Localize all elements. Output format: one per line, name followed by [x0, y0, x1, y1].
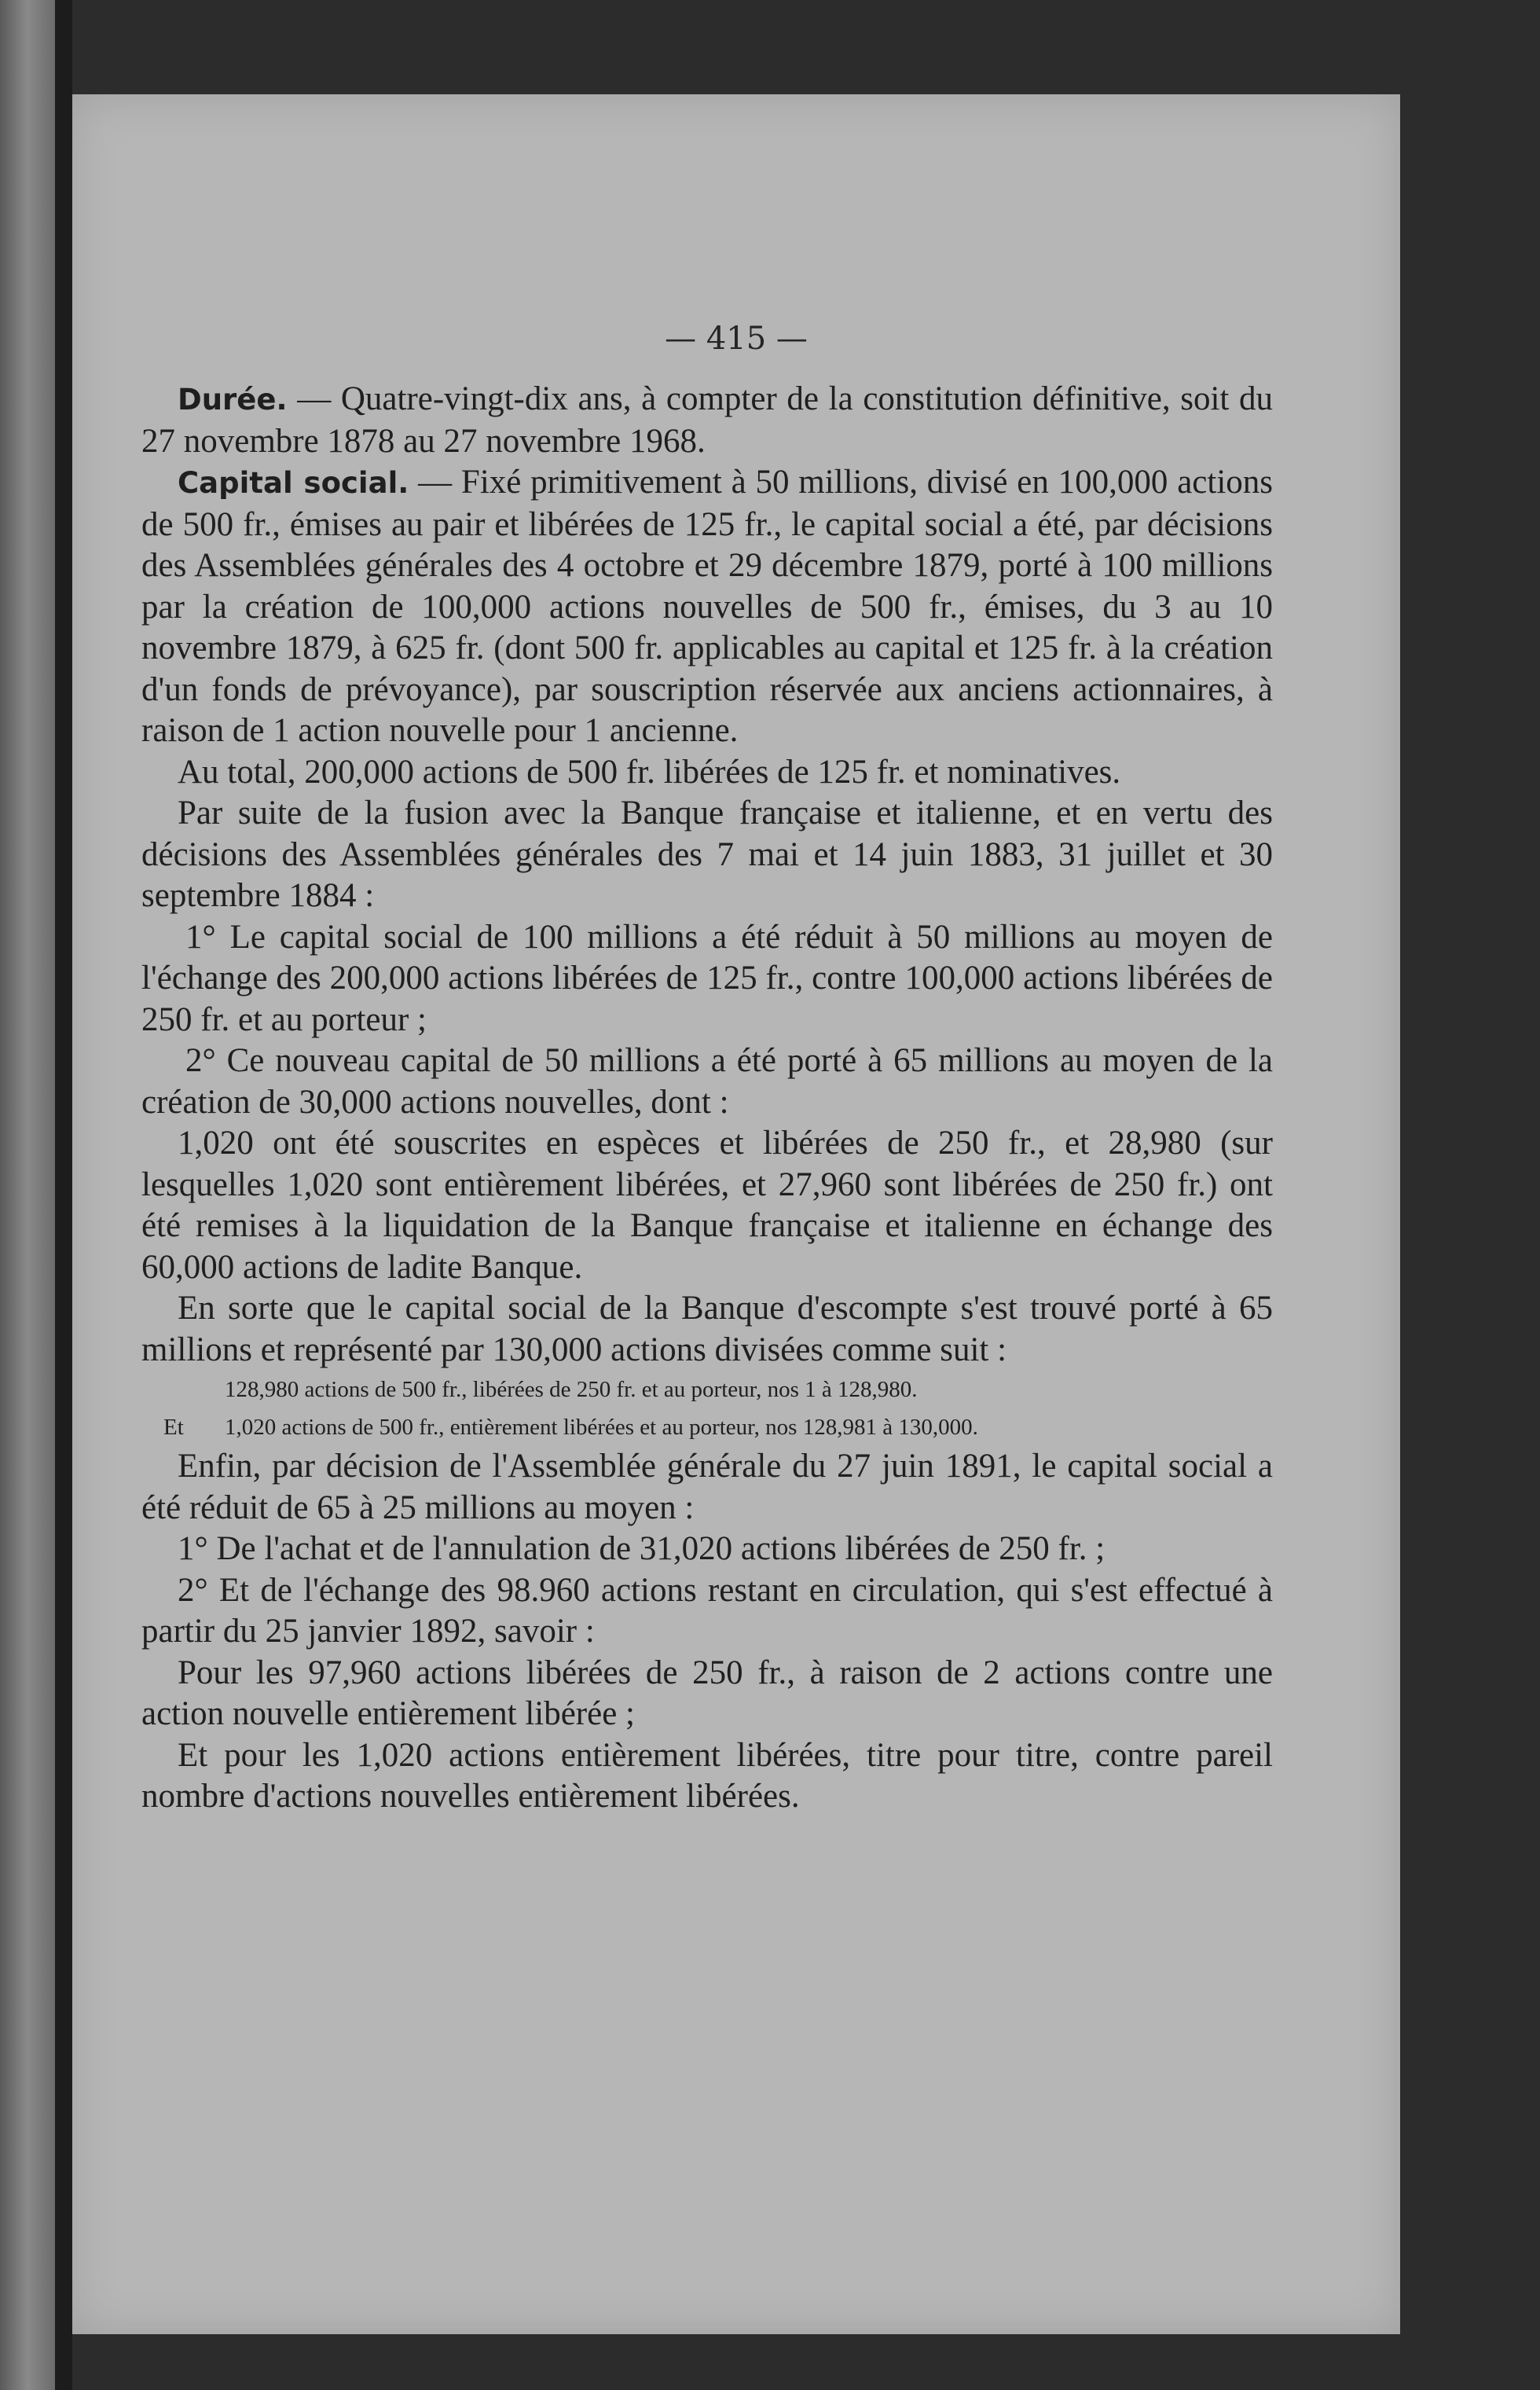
paragraph-capital-social: [141, 462, 1273, 752]
previous-page-edge: [0, 0, 55, 2390]
paragraph-duree: [141, 379, 1273, 462]
document-page: [72, 94, 1400, 2334]
paragraph-text: — Quatre-vingt-dix ans, à compter de la constitution définitive, soit du 27 novembre 1878 au 27 novembre 1968.: [141, 380, 1273, 460]
share-breakdown-line-1: 128,980 actions de 500 fr., libérées de 250 fr. et au porteur, nos 1 à 128,980.: [225, 1377, 918, 1402]
paragraph-item-1: 1° Le capital social de 100 millions a été réduit à 50 millions au moyen de l'échange des 200,000 actions libérées de 125 fr., contre 100,000 actions libérées de 250 fr. et au porteur ;: [141, 918, 1273, 1038]
paragraph-enfin: Enfin, par décision de l'Assemblée générale du 27 juin 1891, le capital social a été réduit de 65 à 25 millions au moyen :: [141, 1448, 1273, 1526]
section-heading-duree: Durée.: [178, 383, 288, 417]
section-heading-capital-social: Capital social.: [178, 466, 409, 500]
page-number: — 415 —: [665, 321, 808, 357]
share-breakdown-prefix: Et: [163, 1415, 184, 1440]
paragraph-echange: 2° Et de l'échange des 98.960 actions restant en circulation, qui s'est effectué à partir du 25 janvier 1892, savoir :: [141, 1571, 1273, 1650]
share-breakdown-line-2: [141, 1408, 1273, 1446]
paragraph-pour-les: Pour les 97,960 actions libérées de 250 fr., à raison de 2 actions contre une action nouvelle entièrement libérée ;: [141, 1654, 1273, 1732]
paragraph-total: Au total, 200,000 actions de 500 fr. libérées de 125 fr. et nominatives.: [178, 753, 1121, 791]
paragraph-fusion: Par suite de la fusion avec la Banque française et italienne, et en vertu des décisions des Assemblées générales des 7 mai et 14 juin 1883, 31 juillet et 30 septembre 1884 :: [141, 795, 1273, 914]
paragraph-souscrites: 1,020 ont été souscrites en espèces et libérées de 250 fr., et 28,980 (sur lesquelles 1,020 sont entièrement libérées, et 27,960 sont libérées de 250 fr.) ont été remises à la liquidation de la Banque française et italienne en échange des 60,000 actions de ladite Banque.: [141, 1125, 1273, 1286]
paragraph-et-pour-les: Et pour les 1,020 actions entièrement libérées, titre pour titre, contre pareil nombre d'actions nouvelles entièrement libérées.: [141, 1736, 1273, 1815]
paragraph-text: — Fixé primitivement à 50 millions, divisé en 100,000 actions de 500 fr., émises au pair et libérées de 125 fr., le capital social a été, par décisions des Assemblées générales des 4 octobre et 29 décembre 1879, porté à 100 millions par la création de 100,000 actions nouvelles de 500 fr., émises, du 3 au 10 novembre 1879, à 625 fr. (dont 500 fr. applicables au capital et 125 fr. à la création d'un fonds de prévoyance), par souscription réservée aux anciens actionnaires, à raison de 1 action nouvelle pour 1 ancienne.: [141, 464, 1273, 749]
page-body: [141, 379, 1273, 1818]
paragraph-item-2: 2° Ce nouveau capital de 50 millions a été porté à 65 millions au moyen de la création de 30,000 actions nouvelles, dont :: [141, 1042, 1273, 1121]
paragraph-achat: 1° De l'achat et de l'annulation de 31,020 actions libérées de 250 fr. ;: [178, 1530, 1106, 1567]
share-breakdown-text: 1,020 actions de 500 fr., entièrement libérées et au porteur, nos 128,981 à 130,000.: [225, 1415, 978, 1440]
paragraph-en-sorte: En sorte que le capital social de la Banque d'escompte s'est trouvé porté à 65 millions et représenté par 130,000 actions divisées comme suit :: [141, 1290, 1273, 1368]
book-gutter: [55, 0, 72, 2390]
